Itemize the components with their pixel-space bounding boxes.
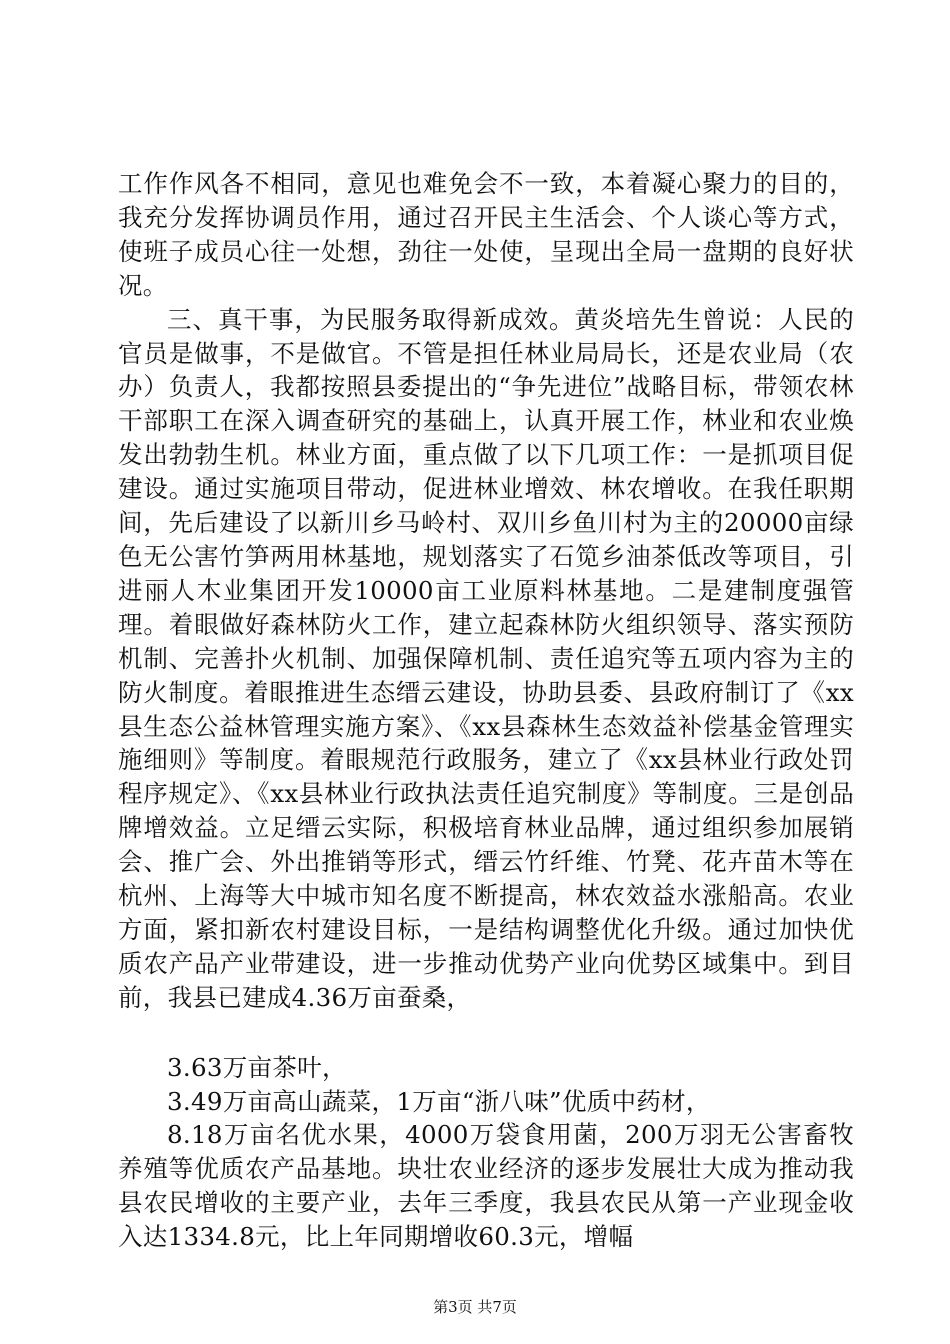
paragraph-2: 三、真干事，为民服务取得新成效。黄炎培先生曾说：人民的官员是做事，不是做官。不管是担任林业局局长，还是农业局（农办）负责人，我都按照县委提出的“争先进位”战略目标，带领农林干部职工在深入调查研究的基础上，认真开展工作，林业和农业焕发出勃勃生机。林业方面，重点做了以下几项工作：一是抓项目促建设。通过实施项目带动，促进林业增效、林农增收。在我任职期间，先后建设了以新川乡马岭村、双川乡鱼川村为主的20000亩绿色无公害竹笋两用林基地，规划落实了石笕乡油茶低改等项目，引进丽人木业集团开发10000亩工业原料林基地。二是建制度强管理。着眼做好森林防火工作，建立起森林防火组织领导、落实预防机制、完善扑火机制、加强保障机制、责任追究等五项内容为主的防火制度。着眼推进生态缙云建设，协助县委、县政府制订了《xx县生态公益林管理实施方案》、《xx县森林生态效益补偿基金管理实施细则》等制度。着眼规范行政服务，建立了《xx县林业行政处罚程序规定》、《xx县林业行政执法责任追究制度》等制度。三是创品牌增效益。立足缙云实际，积极培育林业品牌，通过组织参加展销会、推广会、外出推销等形式，缙云竹纤维、竹凳、花卉苗木等在杭州、上海等大中城市知名度不断提高，林农效益水涨船高。农业方面，紧扣新农村建设目标，一是结构调整优化升级。通过加快优质农产品产业带建设，进一步推动优势产业向优势区域集中。到目前，我县已建成4.36万亩蚕桑，: [118, 304, 854, 1012]
body-text: [118, 167, 854, 1254]
page-number-footer: 第3页 共7页: [433, 1298, 517, 1316]
paragraph-1: 工作作风各不相同，意见也难免会不一致，本着凝心聚力的目的，我充分发挥协调员作用，通过召开民主生活会、个人谈心等方式，使班子成员心往一处想，劲往一处使，呈现出全局一盘期的良好状况。: [118, 169, 854, 300]
paragraph-3: 3.63万亩茶叶，: [167, 1052, 347, 1082]
paragraph-5: 8.18万亩名优水果，4000万袋食用菌，200万羽无公害畜牧养殖等优质农产品基地。块壮农业经济的逐步发展壮大成为推动我县农民增收的主要产业，去年三季度，我县农民从第一产业现金收入达1334.8元，比上年同期增收60.3元，增幅: [118, 1120, 854, 1252]
paragraph-4: 3.49万亩高山蔬菜，1万亩“浙八味”优质中药材，: [167, 1086, 711, 1116]
